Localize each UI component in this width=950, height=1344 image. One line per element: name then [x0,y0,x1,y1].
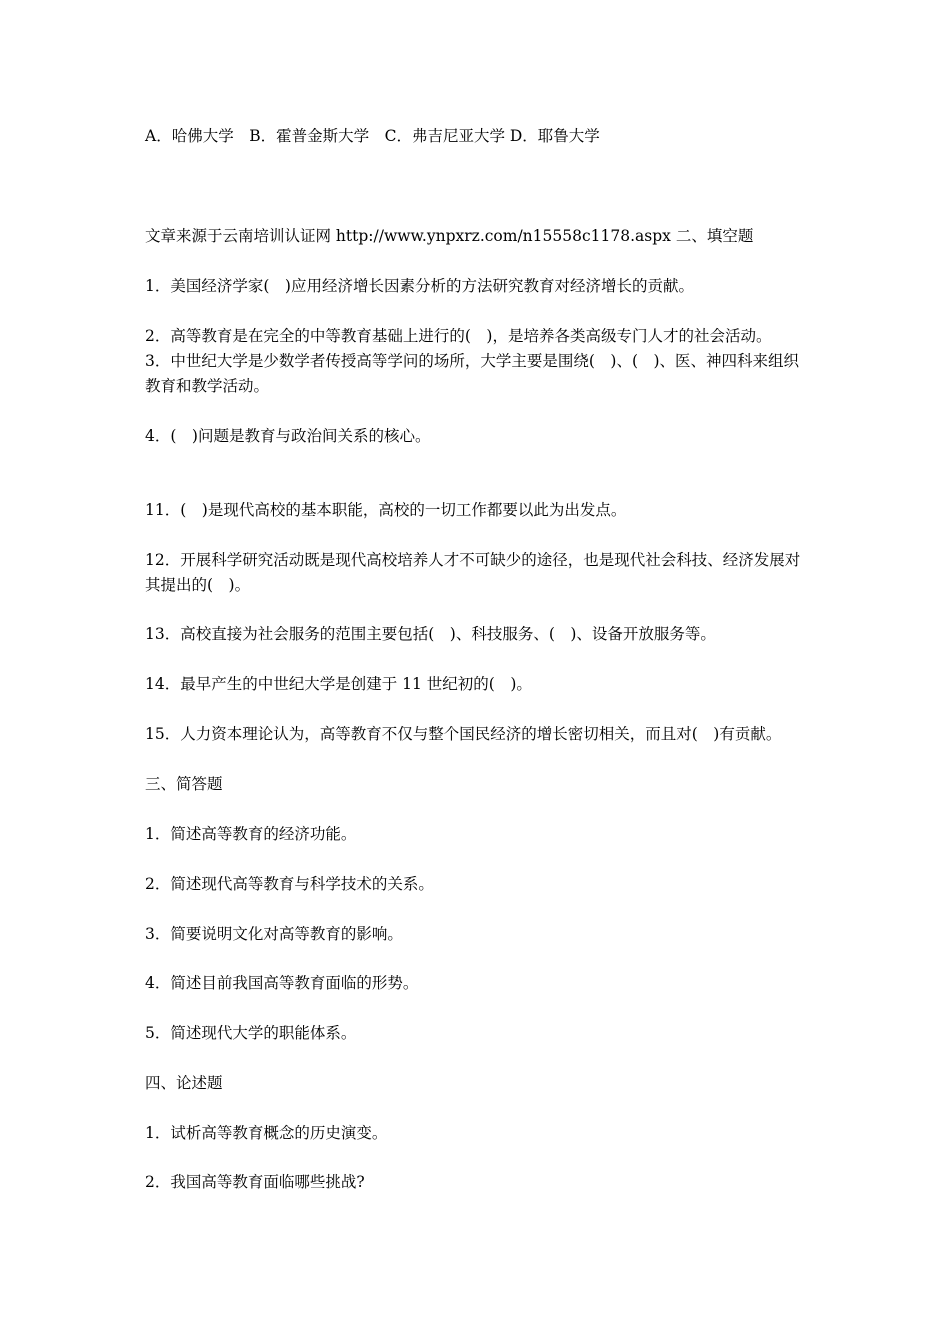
short-answer-item-2: 2．简述现代高等教育与科学技术的关系。 [145,875,434,893]
short-answer-item-3: 3．简要说明文化对高等教育的影响。 [145,925,403,943]
short-answer-item-5: 5．简述现代大学的职能体系。 [145,1024,357,1042]
fill-in-item-11: 11．( )是现代高校的基本职能，高校的一切工作都要以此为出发点。 [145,501,627,519]
short-answer-item-4: 4．简述目前我国高等教育面临的形势。 [145,974,419,992]
essay-item-1: 1．试析高等教育概念的历史演变。 [145,1124,388,1142]
short-answer-item-1: 1．简述高等教育的经济功能。 [145,825,357,843]
source-line: 文章来源于云南培训认证网 http://www.ynpxrz.com/n15558c1178.aspx 二、填空题 [145,227,754,245]
choices-line: A．哈佛大学 B．霍普金斯大学 C．弗吉尼亚大学 D．耶鲁大学 [145,127,600,145]
fill-in-item-1: 1．美国经济学家( )应用经济增长因素分析的方法研究教育对经济增长的贡献。 [145,277,694,295]
fill-in-item-15: 15．人力资本理论认为，高等教育不仅与整个国民经济的增长密切相关，而且对( )有贡献。 [145,725,782,743]
fill-in-item-2: 2．高等教育是在完全的中等教育基础上进行的( )，是培养各类高级专门人才的社会活动。 [145,327,772,345]
fill-in-item-13: 13．高校直接为社会服务的范围主要包括( )、科技服务、( )、设备开放服务等。 [145,625,716,643]
essay-heading: 四、论述题 [145,1074,223,1092]
essay-item-2: 2．我国高等教育面临哪些挑战? [145,1173,365,1191]
fill-in-item-14: 14．最早产生的中世纪大学是创建于 11 世纪初的( )。 [145,675,532,693]
fill-in-item-12: 12．开展科学研究活动既是现代高校培养人才不可缺少的途径，也是现代社会科技、经济发展对其提出的( )。 [145,551,801,594]
short-answer-heading: 三、简答题 [145,775,223,793]
fill-in-item-4: 4．( )问题是教育与政治间关系的核心。 [145,427,431,445]
fill-in-item-3: 3．中世纪大学是少数学者传授高等学问的场所，大学主要是围绕( )、( )、医、神四科来组织教育和教学活动。 [145,352,800,395]
